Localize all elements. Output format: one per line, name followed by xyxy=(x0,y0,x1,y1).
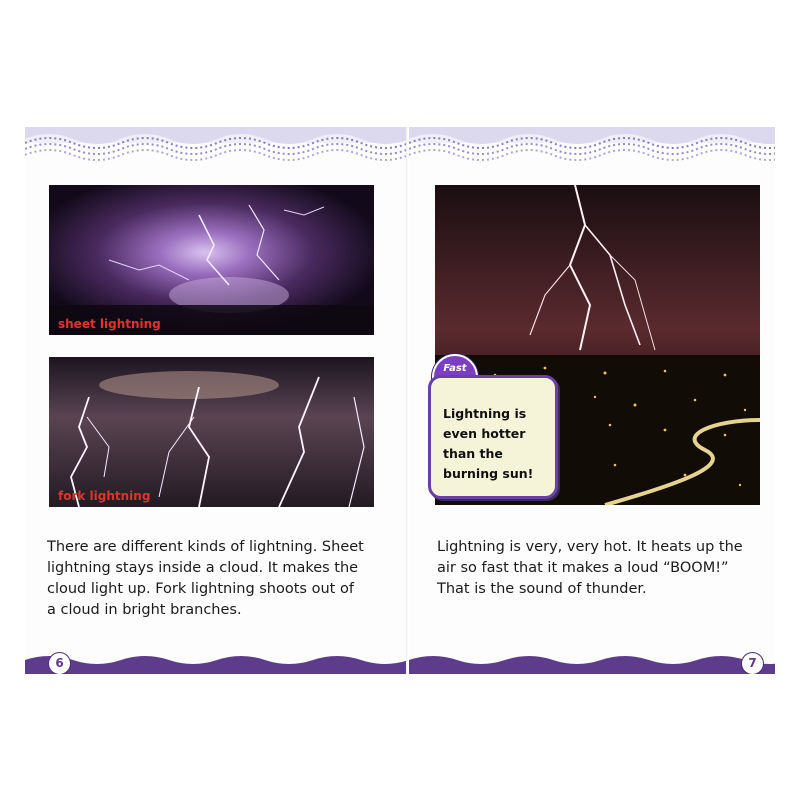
book-spread xyxy=(25,127,775,674)
fast-fact-box xyxy=(428,375,558,499)
page-number: 7 xyxy=(741,652,764,674)
bottom-wave-border xyxy=(409,652,775,674)
body-text: There are different kinds of lightning. Sheet lightning stays inside a cloud. It makes the cloud light up. Fork lightning shoots out of a cloud in bright branches. xyxy=(47,539,364,618)
bottom-wave-border xyxy=(25,652,407,674)
sheet-lightning-photo xyxy=(49,185,374,335)
left-page xyxy=(25,127,407,674)
top-wave-border xyxy=(25,127,407,167)
badge-line-1: Fast xyxy=(443,363,467,374)
photo-caption: fork lightning xyxy=(58,489,151,503)
fast-fact-text: Lightning is even hotter than the burning sun! xyxy=(443,406,534,481)
page-number: 6 xyxy=(48,652,71,674)
body-text: Lightning is very, very hot. It heats up the air so fast that it makes a loud “BOOM!” That is the sound of thunder. xyxy=(437,539,743,597)
photo-caption: sheet lightning xyxy=(58,317,161,331)
fork-lightning-photo xyxy=(49,357,374,507)
right-page xyxy=(409,127,775,674)
top-wave-border xyxy=(409,127,775,167)
